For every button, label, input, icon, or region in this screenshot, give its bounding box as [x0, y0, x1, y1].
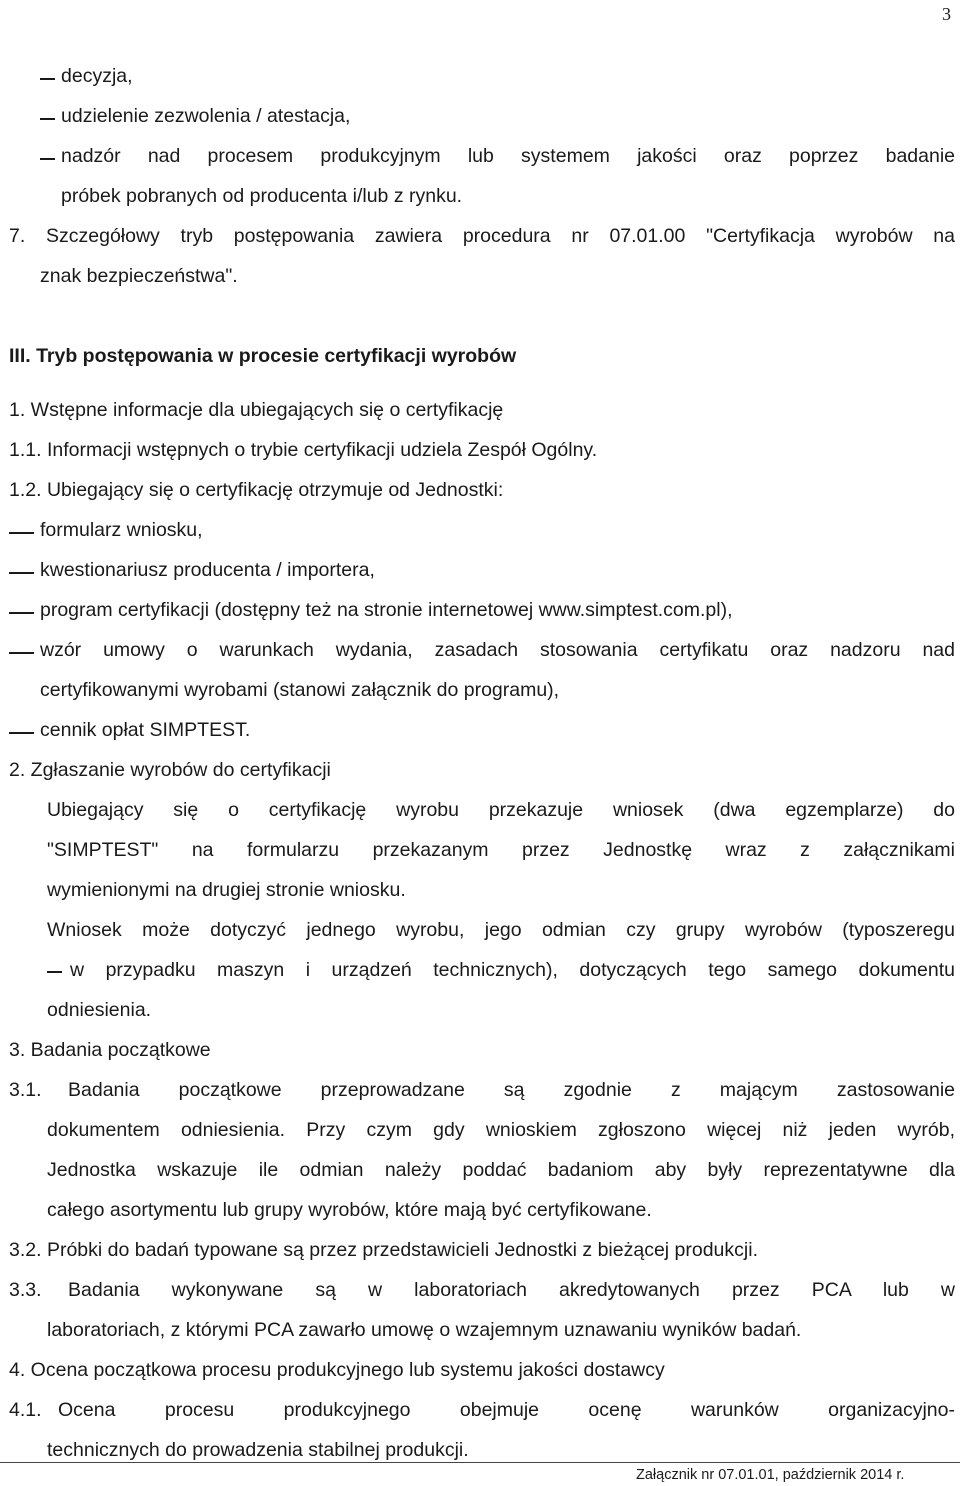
subsection-heading: 1. Wstępne informacje dla ubiegających się o certyfikację: [9, 399, 504, 421]
paragraph-line: 7. Szczegółowy tryb postępowania zawiera procedura nr 07.01.00 "Certyfikacja wyrobów na: [9, 225, 955, 247]
footer-rule: [0, 1462, 960, 1463]
paragraph-line: 1.1. Informacji wstępnych o trybie certyfikacji udziela Zespół Ogólny.: [9, 439, 598, 461]
subsection-heading: 3. Badania początkowe: [9, 1039, 211, 1061]
page-number: 3: [942, 4, 951, 24]
list-item: program certyfikacji (dostępny też na stronie internetowej www.simptest.com.pl),: [40, 599, 733, 621]
list-item-continuation: certyfikowanymi wyrobami (stanowi załącznik do programu),: [40, 679, 560, 701]
list-item: kwestionariusz producenta / importera,: [40, 559, 375, 581]
list-dash: [40, 158, 55, 160]
paragraph-line: 3.2. Próbki do badań typowane są przez przedstawicieli Jednostki z bieżącej produkcji.: [9, 1239, 758, 1261]
list-dash: [9, 612, 34, 614]
list-item-continuation: próbek pobranych od producenta i/lub z rynku.: [61, 185, 463, 207]
paragraph-line: w przypadku maszyn i urządzeń technicznych), dotyczących tego samego dokumentu: [70, 959, 955, 981]
list-dash: [9, 652, 34, 654]
inline-dash: [47, 971, 62, 973]
paragraph-line: dokumentem odniesienia. Przy czym gdy wnioskiem zgłoszono więcej niż jeden wyrób,: [47, 1119, 955, 1141]
item-number: 3.3.: [9, 1279, 42, 1301]
list-item: decyzja,: [61, 65, 133, 87]
subsection-heading: 2. Zgłaszanie wyrobów do certyfikacji: [9, 759, 331, 781]
paragraph-line: Jednostka wskazuje ile odmian należy poddać badaniom aby były reprezentatywne dla: [47, 1159, 955, 1181]
paragraph-line: wymienionymi na drugiej stronie wniosku.: [47, 879, 406, 901]
list-dash: [40, 118, 55, 120]
list-item: udzielenie zezwolenia / atestacja,: [61, 105, 351, 127]
item-number: 4.1.: [9, 1399, 42, 1421]
list-dash: [9, 532, 34, 534]
list-dash: [9, 732, 34, 734]
paragraph-line: Ubiegający się o certyfikację wyrobu przekazuje wniosek (dwa egzemplarze) do: [47, 799, 955, 821]
paragraph-line: znak bezpieczeństwa".: [40, 265, 238, 287]
paragraph-line: laboratoriach, z którymi PCA zawarło umowę o wzajemnym uznawaniu wyników badań.: [47, 1319, 802, 1341]
paragraph-line: Badania początkowe przeprowadzane są zgodnie z mającym zastosowanie: [68, 1079, 955, 1101]
paragraph-line: Badania wykonywane są w laboratoriach akredytowanych przez PCA lub w: [68, 1279, 955, 1301]
section-heading: III. Tryb postępowania w procesie certyfikacji wyrobów: [9, 345, 517, 367]
paragraph-line: Ocena procesu produkcyjnego obejmuje ocenę warunków organizacyjno-: [58, 1399, 955, 1421]
paragraph-line: technicznych do prowadzenia stabilnej produkcji.: [47, 1439, 469, 1461]
paragraph-line: "SIMPTEST" na formularzu przekazanym przez Jednostkę wraz z załącznikami: [47, 839, 955, 861]
list-item: nadzór nad procesem produkcyjnym lub systemem jakości oraz poprzez badanie: [61, 145, 955, 167]
subsection-heading: 4. Ocena początkowa procesu produkcyjnego lub systemu jakości dostawcy: [9, 1359, 665, 1381]
list-item: cennik opłat SIMPTEST.: [40, 719, 251, 741]
list-dash: [40, 78, 55, 80]
paragraph-line: odniesienia.: [47, 999, 152, 1021]
paragraph-line: Wniosek może dotyczyć jednego wyrobu, jego odmian czy grupy wyrobów (typoszeregu: [47, 919, 955, 941]
list-dash: [9, 572, 34, 574]
list-item: wzór umowy o warunkach wydania, zasadach stosowania certyfikatu oraz nadzoru nad: [40, 639, 955, 661]
paragraph-line: całego asortymentu lub grupy wyrobów, które mają być certyfikowane.: [47, 1199, 652, 1221]
item-number: 3.1.: [9, 1079, 42, 1101]
list-item: formularz wniosku,: [40, 519, 203, 541]
paragraph-line: 1.2. Ubiegający się o certyfikację otrzymuje od Jednostki:: [9, 479, 504, 501]
footer-text: Załącznik nr 07.01.01, październik 2014 r.: [636, 1467, 905, 1483]
